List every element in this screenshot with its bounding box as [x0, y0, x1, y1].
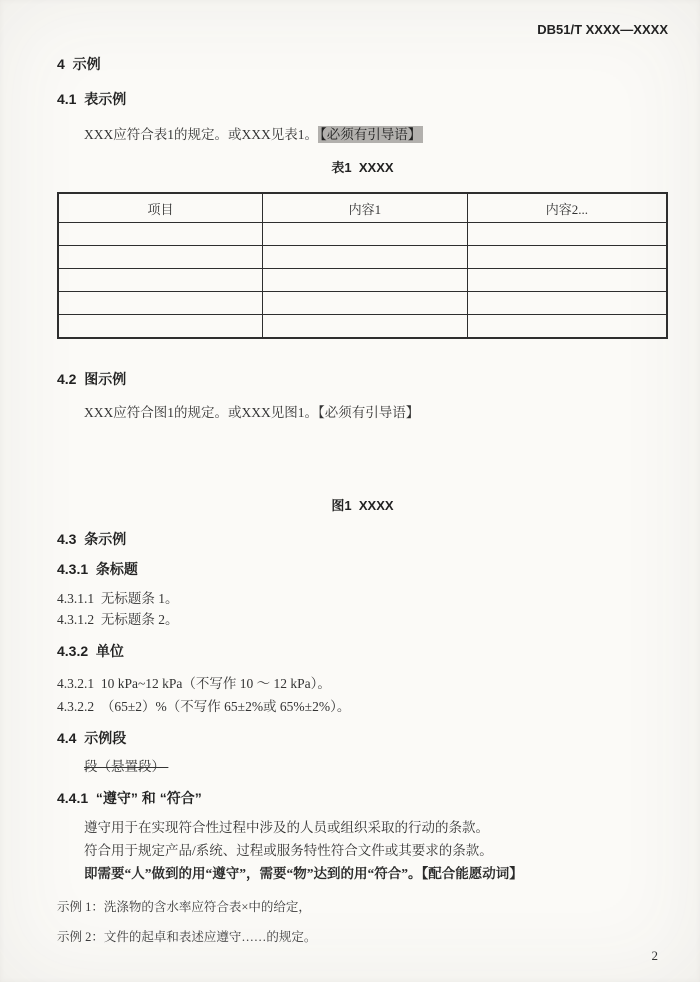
- table-cell: [263, 315, 468, 339]
- table-1-header: [58, 193, 667, 223]
- table-1-caption: 表1 XXXX: [331, 160, 394, 175]
- heading-clause-4-1: 4.1 表示例: [57, 91, 127, 107]
- figure-1-caption: 图1 XXXX: [331, 498, 394, 513]
- paragraph-hanging-struck: [57, 758, 668, 775]
- heading-clause-4-3: 4.3 条示例: [57, 531, 127, 547]
- table-row: [58, 223, 667, 246]
- table-header-content1: 内容1: [263, 193, 468, 223]
- table-cell: [58, 269, 263, 292]
- page-number: 2: [651, 948, 658, 963]
- table-header-row: [58, 193, 667, 223]
- table-cell: [263, 223, 468, 246]
- table-cell: [58, 292, 263, 315]
- paragraph-comply-line2: 符合用于规定产品/系统、过程或服务特性符合文件或其要求的条款。: [84, 843, 493, 858]
- heading-clause-4-2: 4.2 图示例: [57, 371, 127, 387]
- paragraph-clause-4-3-2-2: 4.3.2.2 （65±2）%（不写作 65±2%或 65%±2%）。: [57, 699, 351, 714]
- example-1-line: 示例 1：洗涤物的含水率应符合表×中的给定，: [57, 900, 311, 914]
- table-cell: [263, 292, 468, 315]
- paragraph-comply-line3: 即需要“人”做到的用“遵守”，需要“物”达到的用“符合”。【配合能愿动词】: [84, 866, 523, 881]
- table-cell: [467, 269, 667, 292]
- paragraph-clause-4-3-1-2: 4.3.1.2 无标题条 2。: [57, 612, 179, 627]
- paragraph-comply-line1: 遵守用于在实现符合性过程中涉及的人员或组织采取的行动的条款。: [84, 820, 489, 835]
- heading-clause-4-3-2: 4.3.2 单位: [57, 643, 124, 659]
- heading-clause-4-4: 4.4 示例段: [57, 730, 127, 746]
- table-header-content2: 内容2...: [467, 193, 667, 223]
- table-cell: [263, 269, 468, 292]
- table-cell: [58, 223, 263, 246]
- table-row: [58, 269, 667, 292]
- table-row: [58, 315, 667, 339]
- paragraph-figure-example: XXX应符合图1的规定。或XXX见图1。【必须有引导语】: [84, 405, 420, 420]
- struck-text: 段（悬置段）: [84, 759, 169, 774]
- table-1-body: [58, 223, 667, 339]
- table-cell: [467, 223, 667, 246]
- table-cell: [467, 246, 667, 269]
- table-header-item: 项目: [58, 193, 263, 223]
- table-row: [58, 292, 667, 315]
- heading-clause-4-3-1: 4.3.1 条标题: [57, 561, 138, 577]
- example-2-line: 示例 2：文件的起卓和表述应遵守……的规定。: [57, 930, 317, 944]
- paragraph-clause-4-3-1-1: 4.3.1.1 无标题条 1。: [57, 591, 179, 606]
- heading-clause-4-4-1: 4.4.1 “遵守” 和 “符合”: [57, 790, 202, 806]
- doc-reference-number: DB51/T XXXX—XXXX: [537, 22, 668, 37]
- paragraph-clause-4-3-2-1: 4.3.2.1 10 kPa~12 kPa（不写作 10 ～ 12 kPa）。: [57, 676, 331, 691]
- heading-clause-4: 4 示例: [57, 56, 101, 72]
- figure-placeholder-area: [57, 421, 668, 498]
- table-cell: [58, 315, 263, 339]
- required-lead-in-highlight: 【必须有引导语】: [320, 127, 422, 142]
- table-cell: [467, 292, 667, 315]
- paragraph-table-example-text: XXX应符合表1的规定。或XXX见表1。: [84, 127, 318, 142]
- table-1: [57, 192, 668, 339]
- table-row: [58, 246, 667, 269]
- table-cell: [467, 315, 667, 339]
- table-cell: [263, 246, 468, 269]
- table-cell: [58, 246, 263, 269]
- paragraph-table-example: [57, 126, 668, 143]
